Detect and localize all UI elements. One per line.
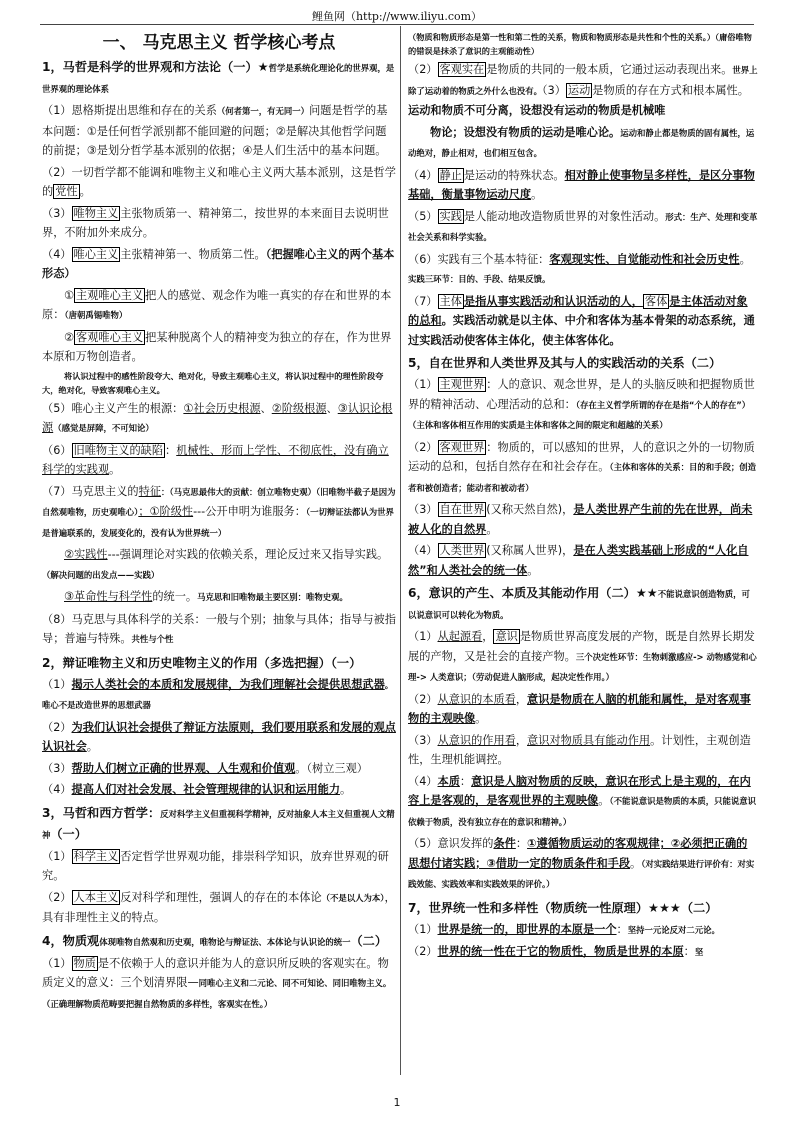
s5-p4: （4） 人类世界 (又称属人世界)，是在人类实践基础上形成的“人化自然”和人类社会的统一体。: [408, 544, 749, 577]
s2-p1: （1）揭示人类社会的本质和发展规律，为我们理解社会提供思想武器。唯心不是改造世界的思想武器: [42, 677, 394, 710]
s1-p5: （5）唯心主义产生的根源：①社会历史根源、②阶级根源、③认识论根源（感觉是屏障，不可知论）: [42, 401, 393, 434]
s7-p2: （2）世界的统一性在于它的物质性，物质是世界的本原：坚: [408, 945, 704, 958]
r-top-note: （物质和物质形态是第一性和第二性的关系，物质和物质形态是共性和个性的关系。）（庸俗唯物的错误是抹杀了意识的主观能动性）: [408, 32, 752, 56]
section-6-heading: 6，意识的产生、本质及其能动作用（二）★★不能说意识创造物质，可以说意识可以转化为物质。: [408, 586, 750, 620]
s1-p7c: ③革命性与科学性的统一。马克思和旧唯物最主要区别：唯物史观。: [64, 590, 348, 603]
s6-p5: （5）意识发挥的条件：①遵循物质运动的客观规律；②必须把正确的思想付诸实践；③借助一定的物质条件和手段。（对实践结果进行评价有：对实践效能、实践效率和实践效果的评价。）: [408, 837, 755, 889]
s5-p3: （3） 自在世界 (又称天然自然)，是人类世界产生前的先在世界，尚未被人化的自然界。: [408, 503, 753, 536]
s1-p6: （6） 旧唯物主义的缺陷 ：机械性、形而上学性、不彻底性，没有确立科学的实践观。: [42, 443, 389, 476]
section-1-heading: 1，马哲是科学的世界观和方法论（一）★哲学是系统化理论化的世界观，是世界观的理论体系: [42, 60, 395, 94]
s1-p4a: ① 主观唯心主义 把人的感觉、观念作为唯一真实的存在和世界的本原：（唐朝禹锡唯物）: [42, 288, 392, 321]
section-7-heading: 7，世界统一性和多样性（物质统一性原理）★★★（二）: [408, 900, 718, 915]
s1-p4b: ② 客观唯心主义 把某种脱离个人的精神变为独立的存在，作为世界本原和万物创造者。: [42, 330, 392, 363]
s6-p1: （1）从起源看， 意识 是物质世界高度发展的产物，既是自然界长期发展的产物，又是社会的直接产物。三个决定性环节：生物刺激感应-> 动物感觉和心理-> 人类意识；（劳动促进人脑形成，起决定性作用。）: [408, 630, 757, 682]
r-p5: （5） 实践 是人能动地改造物质世界的对象性活动。形式：生产、处理和变革社会关系和科学实验。: [408, 209, 758, 242]
section-2-heading: 2，辩证唯物主义和历史唯物主义的作用（多选把握）（一）: [42, 655, 362, 670]
s1-p4: （4） 唯心主义 主张精神第一、物质第二性。（把握唯心主义的两个基本形态）: [42, 247, 395, 280]
s7-p1: （1）世界是统一的，即世界的本原是一个：坚持一元论反对二元论。: [408, 922, 720, 936]
s6-p4: （4）本质：意识是人脑对物质的反映，意识在形式上是主观的，在内容上是客观的，是客观世界的主观映像。（不能说意识是物质的本质，只能说意识依赖于物质，没有独立存在的意识和精神。）: [408, 774, 756, 827]
page-title: 一、 马克思主义 哲学核心考点: [102, 33, 336, 53]
s6-p2: （2）从意识的本质看，意识是物质在人脑的机能和属性，是对客观事物的主观映像。: [408, 692, 751, 725]
s3-p1: （1） 科学主义 否定哲学世界观功能，排崇科学知识，放弃世界观的研究。: [42, 849, 389, 882]
s5-p1: （1） 主观世界 ：人的意识、观念世界，是人的头脑反映和把握物质世界的精神活动、心理活动的总和：（存在主义哲学所谓的存在是指“个人的存在”）（主体和客体相互作用的实质是主体和客体之间的限定和超越的关系）: [408, 378, 755, 430]
s4-p1: （1） 物质 是不依赖于人的意识并能为人的意识所反映的客观实在。物质定义的意义：三个划清界限—同唯心主义和二元论、同不可知论、同旧唯物主义。（正确理解物质范畴要把握自然物质的多样性，客观实在性。）: [42, 956, 392, 1009]
s1-p8: （8）马克思与具体科学的关系：一般与个别；抽象与具体；指导与被指导；普遍与特殊。共性与个性: [42, 612, 396, 645]
left-column: [42, 30, 396, 1071]
s1-p1: （1）恩格斯提出思维和存在的关系（何者第一，有无同一）问题是哲学的基本问题：①是任何哲学派别都不能回避的问题；②是解决其他哲学问题的前提；③是划分哲学基本派别的依据；④是人们生活中的基本问题。: [42, 104, 388, 157]
section-3-heading: 3，马哲和西方哲学：反对科学主义但重视科学精神，反对抽象人本主义但重视人文精神（一）: [42, 805, 395, 841]
page-number: 1: [393, 1096, 401, 1109]
s5-p2: （2） 客观世界 ：物质的，可以感知的世界，人的意识之外的一切物质运动的总和，包括自然存在和社会存在。（主体和客体的关系：目的和手段；创造者和被创造者；能动者和被动者）: [408, 440, 756, 493]
s6-p3: （3）从意识的作用看，意识对物质具有能动作用。计划性，主观创造性，生理机能调控。: [408, 733, 751, 766]
r-p3: 物论；设想没有物质的运动是唯心论。运动和静止都是物质的固有属性，运动绝对，静止相对，也们相互包含。: [408, 125, 755, 158]
r-p4: （4） 静止 是运动的特殊状态。相对静止使事物呈多样性，是区分事物基础，衡量事物运动尺度。: [408, 168, 755, 201]
section-4-heading: 4，物质观体现唯物自然观和历史观，唯物论与辩证法、本体论与认识论的统一（二）: [42, 933, 388, 948]
s1-p2: （2）一切哲学都不能调和唯物主义和唯心主义两大基本派别，这是哲学的 党性 。: [42, 165, 396, 198]
page-header: 鲤鱼网（http://www.iliyu.com）: [311, 10, 483, 23]
s1-p3: （3） 唯物主义 主张物质第一、精神第二，按世界的本来面目去说明世界，不附加外来成分。: [42, 206, 389, 239]
s1-p4c: 将认识过程中的感性阶段夸大、绝对化，导致主观唯心主义，将认识过程中的理性阶段夸大，绝对化，导致客观唯心主义。: [42, 370, 384, 395]
header-rule: [40, 24, 754, 25]
s2-p4: （4）提高人们对社会发展、社会管理规律的认识和运用能力。: [42, 783, 352, 796]
s2-p2: （2）为我们认识社会提供了辩证方法原则，我们要用联系和发展的观点认识社会。: [42, 720, 396, 753]
r-p2: （2） 客观实在 是物质的共同的一般本质，它通过运动表现出来。世界上除了运动着的物质之外什么也没有。（3） 运动 是物质的存在方式和根本属性。运动和物质不可分离，设想没有运动的物质是机械唯: [408, 63, 758, 117]
r-p6: （6）实践有三个基本特征：客观现实性、自觉能动性和社会历史性。实践三环节：目的、手段、结果反馈。: [408, 252, 751, 284]
column-divider: [400, 26, 401, 1075]
s1-p7b: ②实践性---强调理论对实践的依赖关系，理论反过来又指导实践。（解决问题的出发点——实践）: [42, 548, 389, 580]
section-5-heading: 5，自在世界和人类世界及其与人的实践活动的关系（二）: [408, 356, 722, 370]
s3-p2: （2） 人本主义 反对科学和理性，强调人的存在的本体论（不是以人为本），具有非理性主义的特点。: [42, 890, 396, 924]
s2-p3: （3）帮助人们树立正确的世界观、人生观和价值观。（树立三观）: [42, 761, 368, 775]
r-p7: （7） 主体 是指从事实践活动和认识活动的人， 客体 是主体活动对象的总和。实践活动就是以主体、中介和客体为基本骨架的动态系统，通过实践活动使客体主体化，使主体客体化。: [408, 294, 755, 347]
s1-p7: （7）马克思主义的特征：（马克思最伟大的贡献：创立唯物史观）（旧唯物半截子是因为自然观唯物，历史观唯心）；①阶级性---公开申明为谁服务：（一切辩证法都认为世界是普遍联系的，发展变化的，没有认为世界统一）: [42, 484, 396, 538]
right-column: [408, 30, 758, 1071]
